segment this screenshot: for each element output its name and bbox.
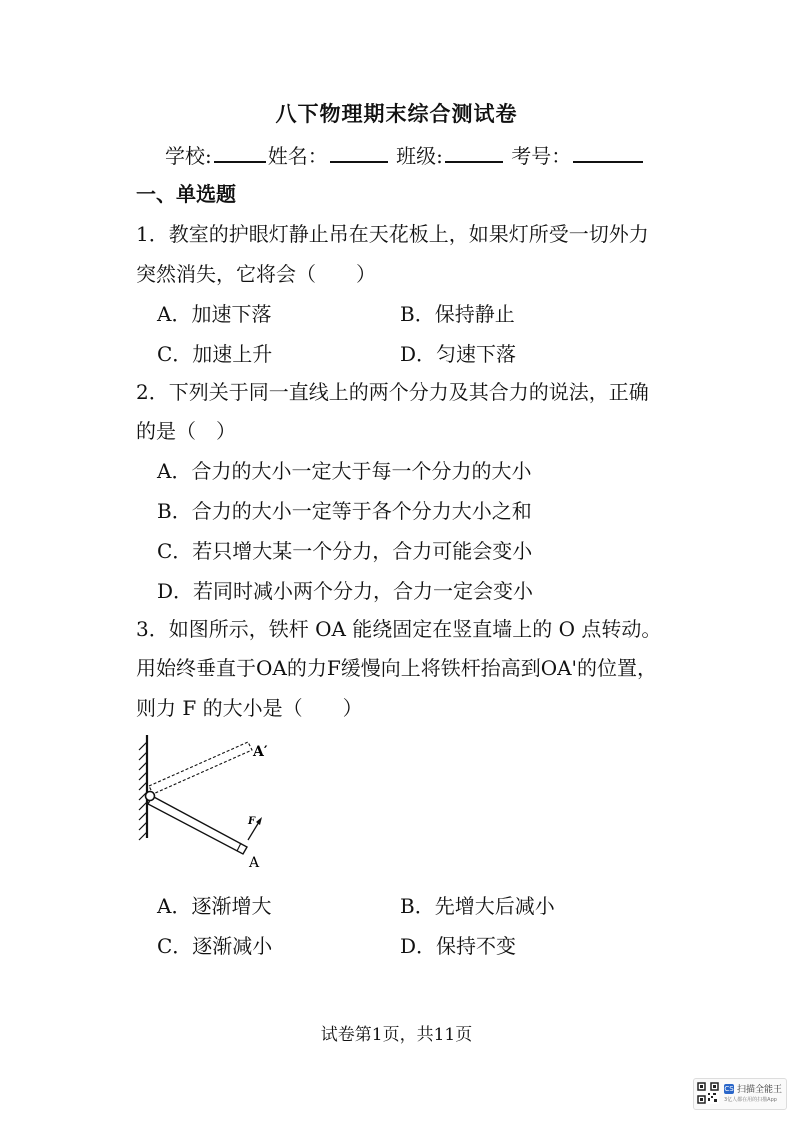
label-a: A — [249, 855, 260, 870]
q1-option-d: D．匀速下落 — [400, 342, 517, 366]
q3-option-d: D．保持不变 — [400, 934, 517, 958]
q3-option-a: A．逐渐增大 — [157, 894, 272, 918]
page-footer: 试卷第1页，共11页 — [320, 1025, 473, 1045]
question-1-line-2: 突然消失，它将会（ ） — [136, 262, 376, 286]
scanner-app-name: 扫描全能王 — [737, 1085, 783, 1095]
name-blank — [330, 143, 388, 163]
name-label: 姓名： — [267, 144, 328, 168]
q1-option-c: C．加速上升 — [157, 342, 273, 366]
q2-option-b: B．合力的大小一定等于各个分力大小之和 — [157, 499, 532, 523]
number-label: 考号： — [511, 144, 572, 168]
scanner-app-slogan: 3亿人都在用的扫描App — [724, 1097, 777, 1103]
page-title: 八下物理期末综合测试卷 — [275, 101, 518, 126]
scanner-watermark — [693, 1078, 787, 1110]
question-1-line-1: 1．教室的护眼灯静止吊在天花板上，如果灯所受一切外力 — [136, 222, 649, 246]
student-info-line — [165, 140, 645, 169]
class-label: 班级: — [396, 144, 443, 168]
label-f: F — [248, 816, 256, 827]
q2-option-d: D．若同时减小两个分力，合力一定会变小 — [157, 579, 534, 603]
school-blank — [214, 143, 266, 163]
question-2-line-2: 的是（ ） — [136, 419, 236, 443]
school-label: 学校: — [165, 144, 212, 168]
question-2-line-1: 2．下列关于同一直线上的两个分力及其合力的说法，正确 — [136, 380, 649, 404]
rod-oa-prime — [149, 742, 252, 794]
qr-code-icon — [697, 1082, 719, 1104]
class-blank — [445, 143, 503, 163]
scanner-logo-icon: CS — [724, 1085, 734, 1093]
question-3-line-2: 用始终垂直于OA的力F缓慢向上将铁杆抬高到OA'的位置， — [136, 656, 658, 680]
question-3-line-1: 3．如图所示，铁杆 OA 能绕固定在竖直墙上的 O 点转动。 — [136, 617, 662, 641]
label-a-prime: A′ — [253, 744, 268, 760]
q1-option-b: B．保持静止 — [400, 302, 515, 326]
question-3-line-3: 则力 F 的大小是（ ） — [136, 696, 363, 720]
q1-option-a: A．加速下落 — [157, 302, 272, 326]
lever-diagram — [128, 730, 288, 870]
q2-option-a: A．合力的大小一定大于每一个分力的大小 — [157, 459, 532, 483]
q3-option-c: C．逐渐减小 — [157, 934, 273, 958]
pivot-o — [146, 792, 155, 801]
section-heading: 一、单选题 — [136, 182, 236, 206]
q2-option-c: C．若只增大某一个分力，合力可能会变小 — [157, 539, 533, 563]
number-blank — [573, 143, 643, 163]
q3-option-b: B．先增大后减小 — [400, 894, 555, 918]
rod-oa — [148, 796, 247, 854]
wall-hatching — [139, 742, 147, 840]
